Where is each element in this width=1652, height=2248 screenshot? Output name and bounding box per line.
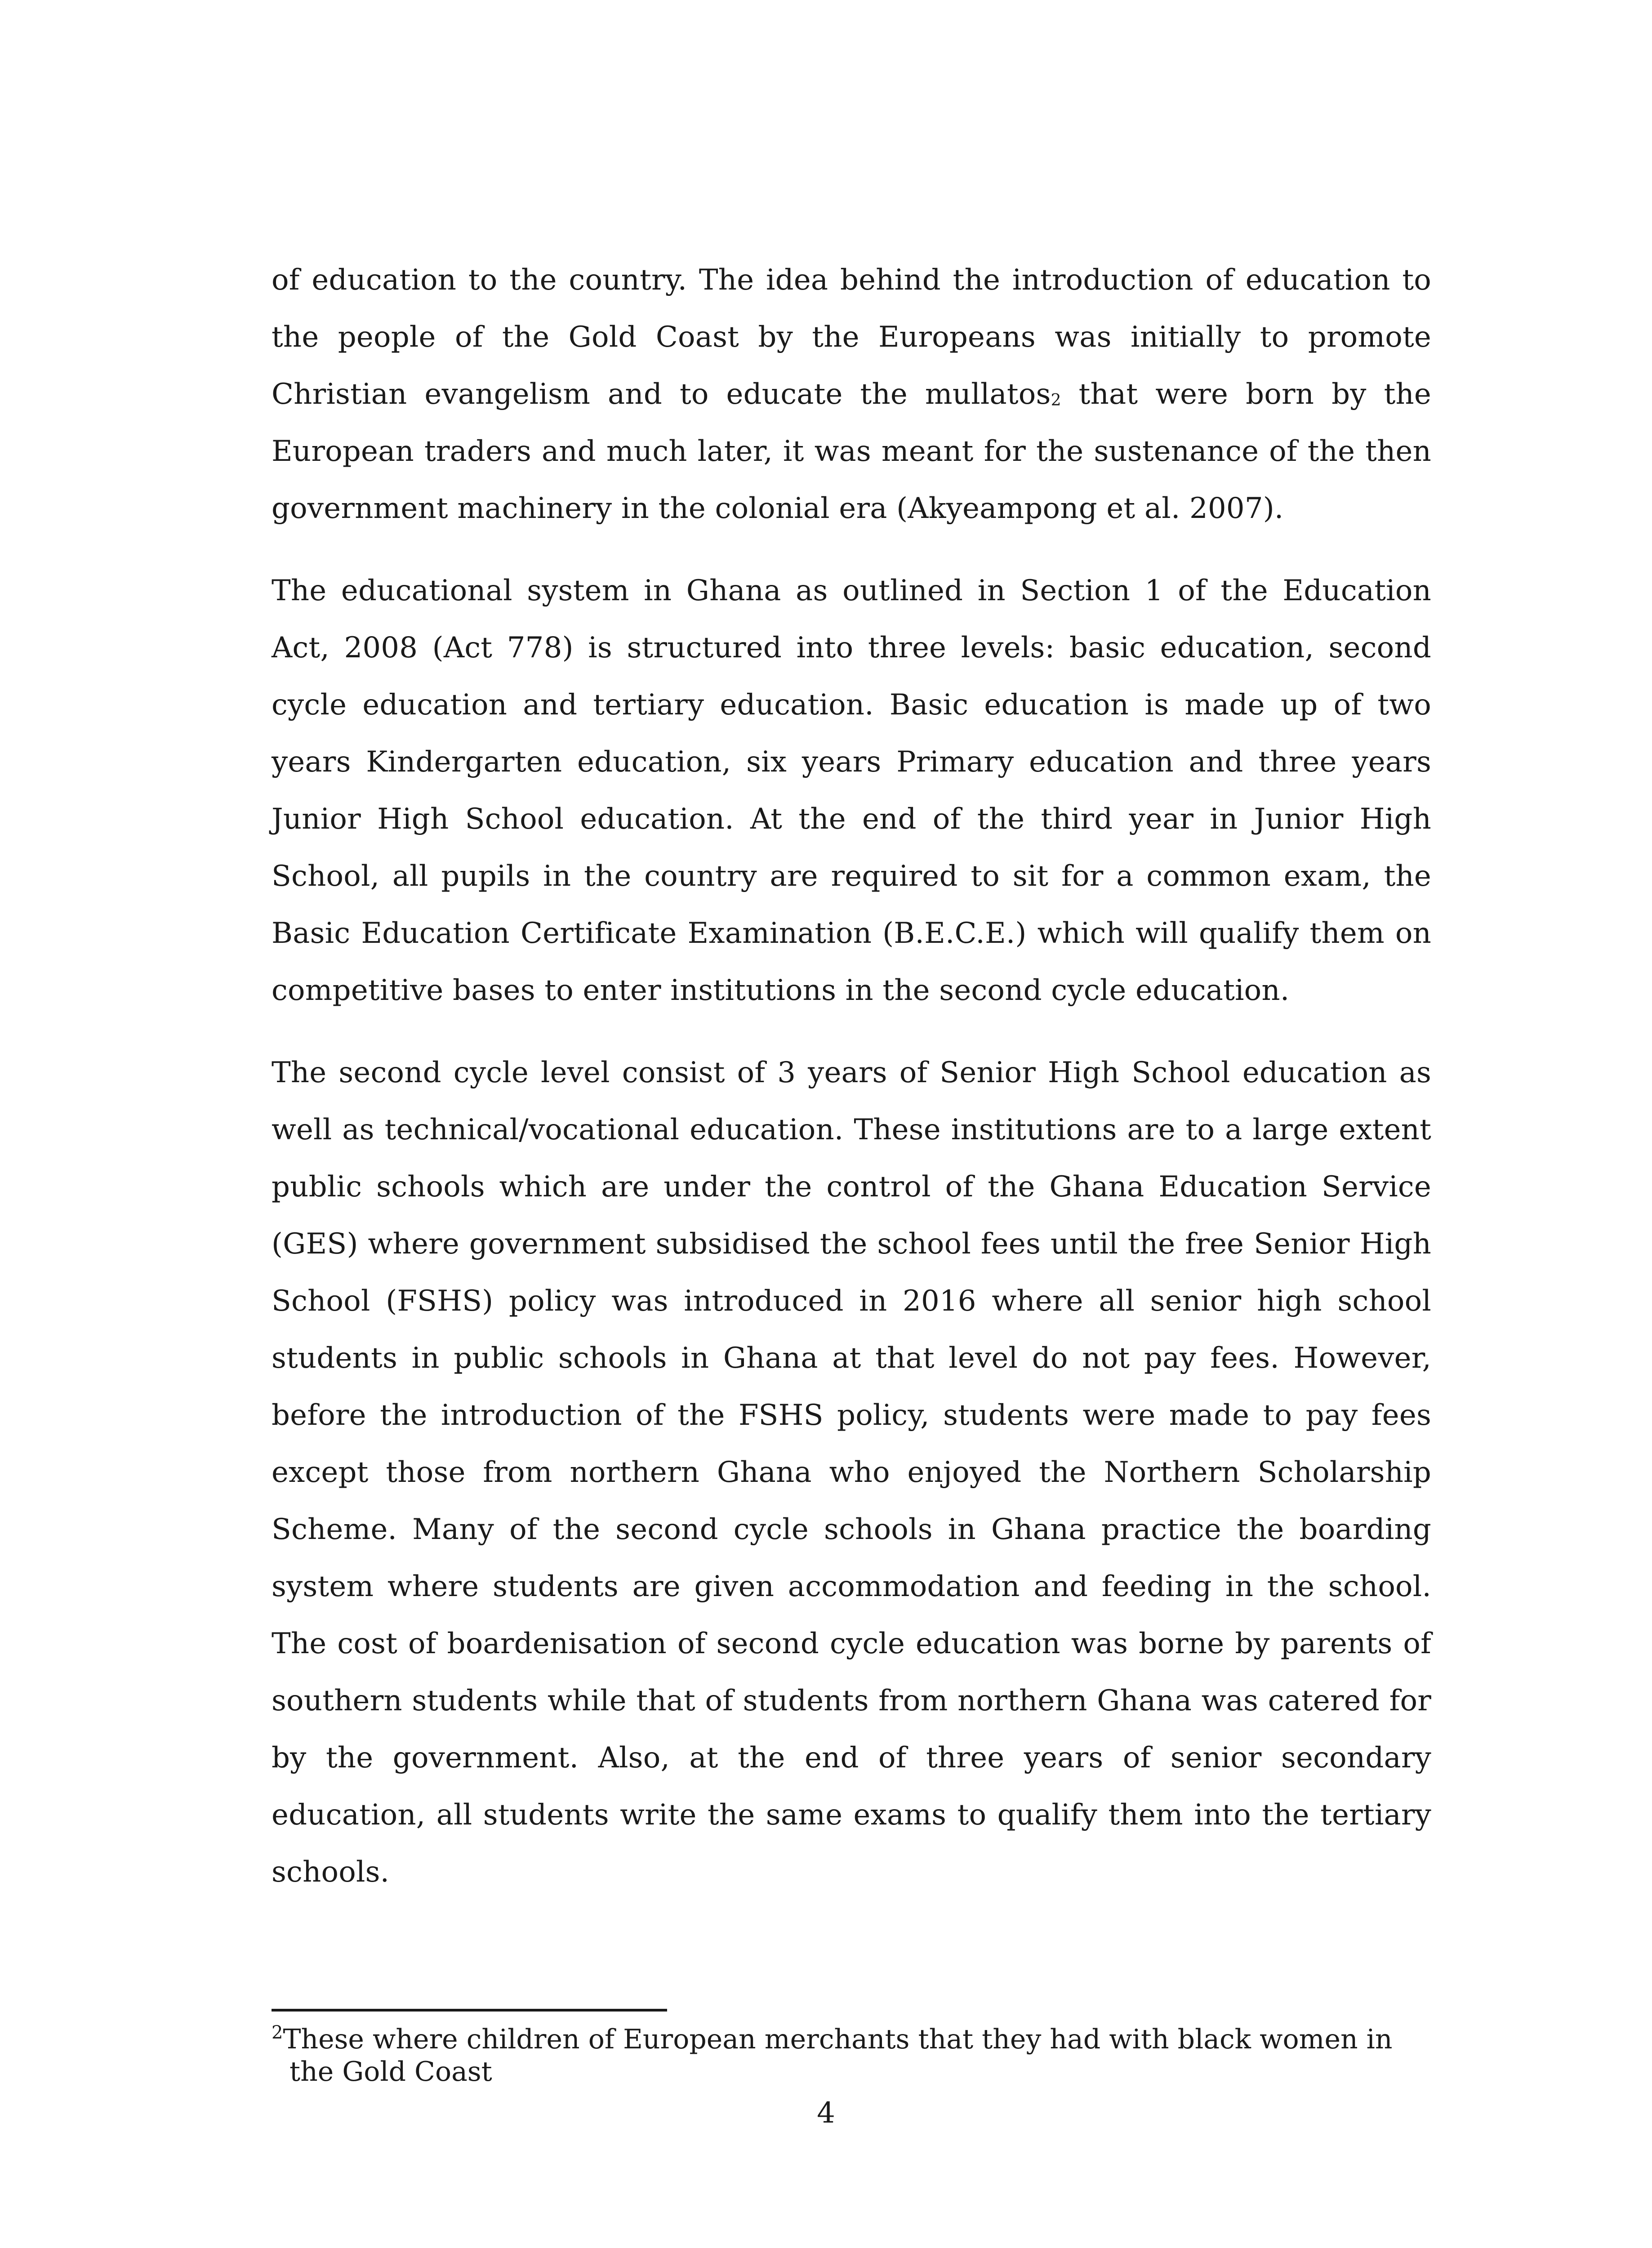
footnote-text: These where children of European merchants that they had with black women in the Gold Coast: [283, 2024, 1393, 2087]
paragraph-3: The second cycle level consist of 3 years of Senior High School education as well as technical/vocational education. These institutions are to a large extent public schools which are under the control of the Ghana Education Service (GES) where government subsidised the school fees until the free Senior High School (FSHS) policy was introduced in 2016 where all senior high school students in public schools in Ghana at that level do not pay fees. However, before the introduction of the FSHS policy, students were made to pay fees except those from northern Ghana who enjoyed the Northern Scholarship Scheme. Many of the second cycle schools in Ghana practice the boarding system where students are given accommodation and feeding in the school. The cost of boardenisation of second cycle education was borne by parents of southern students while that of students from northern Ghana was catered for by the government. Also, at the end of three years of senior secondary education, all students write the same exams to qualify them into the tertiary schools.: [272, 1056, 1431, 1889]
footnote-body: [272, 2023, 1431, 2088]
footnote-reference: 2: [1051, 391, 1061, 410]
footnote-separator: [272, 2009, 667, 2012]
paragraph-1-text-start: of education to the country. The idea behind the introduction of education to the people of the Gold Coast by the Europeans was initially to promote Christian evangelism and to educate the mullatos: [272, 263, 1431, 411]
footnote-mark: 2: [272, 2022, 283, 2043]
page-number: 4: [817, 2096, 835, 2130]
paragraph-1-text-end: that were born by the European traders and much later, it was meant for the sustenance of the then government machinery in the colonial era (Akyeampong et al. 2007).: [272, 378, 1431, 525]
paragraph-1: [272, 252, 1431, 537]
footnote: [272, 2023, 1431, 2088]
paragraph-2: The educational system in Ghana as outlined in Section 1 of the Education Act, 2008 (Act 778) is structured into three levels: basic education, second cycle education and tertiary education. Basic education is made up of two years Kindergarten education, six years Primary education and three years Junior High School education. At the end of the third year in Junior High School, all pupils in the country are required to sit for a common exam, the Basic Education Certificate Examination (B.E.C.E.) which will qualify them on competitive bases to enter institutions in the second cycle education.: [272, 574, 1431, 1007]
body-text: [272, 252, 1431, 1926]
